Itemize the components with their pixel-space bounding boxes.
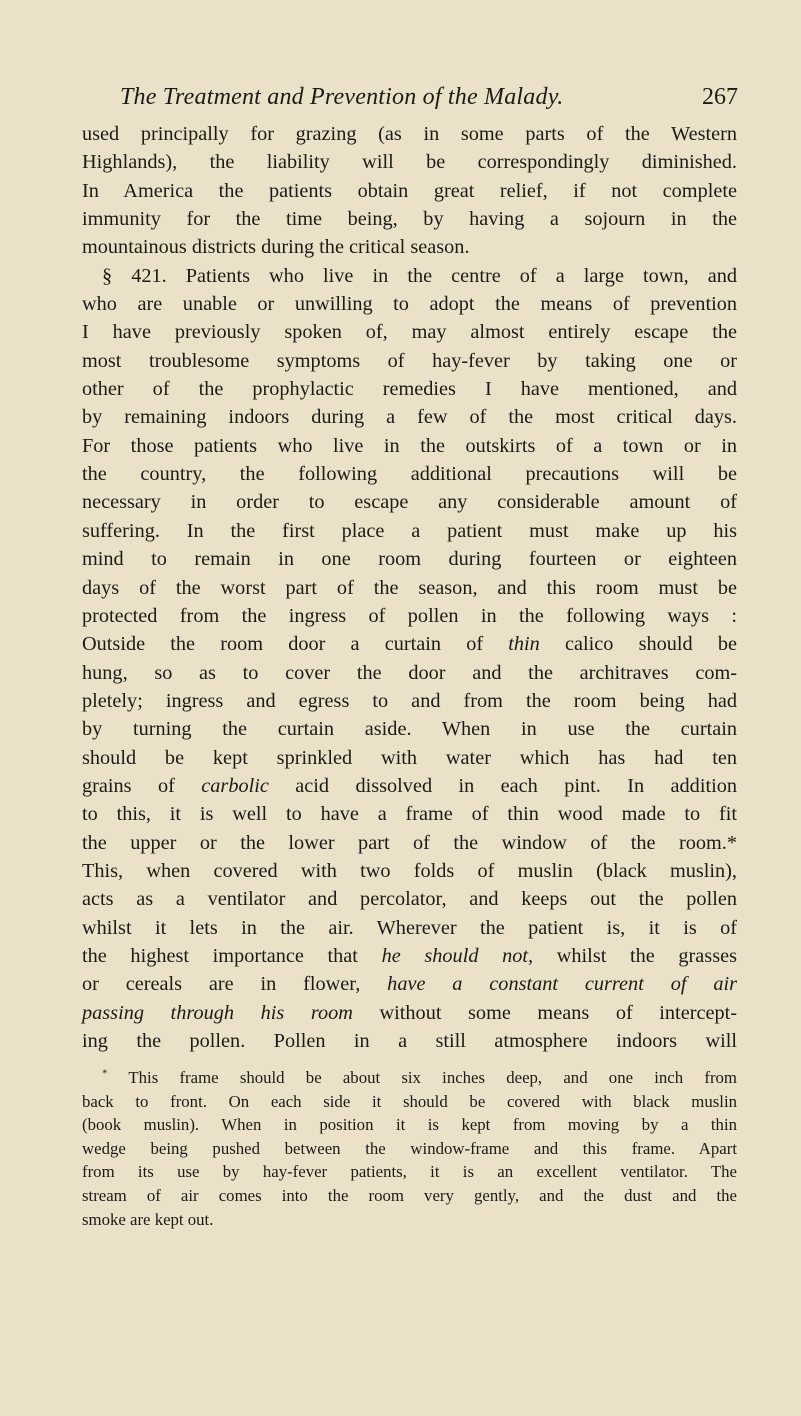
text-run: the highest importance that [82,944,382,967]
text-line [82,942,737,970]
text-line: the country, the following additional precautions will be [82,463,737,486]
text-line: to this, it is well to have a frame of thin wood made to fit [82,803,737,826]
text-line: immunity for the time being, by having a sojourn in the [82,208,737,231]
footnote-line: back to front. On each side it should be covered with black muslin [82,1091,737,1111]
text-line: acts as a ventilator and percolator, and keeps out the pollen [82,888,737,911]
text-line [82,970,737,998]
text-line: necessary in order to escape any considerable amount of [82,491,737,514]
text-line: most troublesome symptoms of hay-fever by taking one or [82,349,737,372]
text-line: used principally for grazing (as in some parts of the Western [82,123,737,145]
text-run: Outside the room door a curtain of [82,633,509,656]
text-run: whilst the grasses [533,944,737,967]
page-header [120,84,738,114]
text-line: protected from the ingress of pollen in the following ways : [82,604,737,627]
running-title: The Treatment and Prevention of the Malady. [120,84,564,110]
footnote-line: smoke are kept out. [82,1209,214,1229]
text-line: should be kept sprinkled with water which has had ten [82,746,737,769]
text-run: or cereals are in flower, [82,973,388,996]
text-line: hung, so as to cover the door and the architraves com- [82,661,737,684]
footnote-line: (book muslin). When in position it is kept from moving by a thin [82,1115,737,1135]
footnote-marker: * [102,1067,108,1080]
text-run: acid dissolved in each pint. In addition [268,774,738,797]
text-line: by remaining indoors during a few of the most critical days. [82,406,737,429]
text-line: Highlands), the liability will be correspondingly diminished. [82,151,737,174]
footnote-line: wedge being pushed between the window-frame and this frame. Apart [82,1138,737,1158]
text-line [82,630,737,658]
italic-run: have a constant current of air [387,973,737,996]
text-line [82,772,737,800]
text-line: other of the prophylactic remedies I have mentioned, and [82,378,737,401]
text-line: § 421. Patients who live in the centre of a large town, and [102,264,737,287]
italic-run: thin [508,633,540,656]
text-line: days of the worst part of the season, and this room must be [82,576,737,599]
text-line: I have previously spoken of, may almost entirely escape the [82,321,737,344]
body-text [82,120,737,1055]
text-line: by turning the curtain aside. When in use the curtain [82,718,737,741]
text-line: This, when covered with two folds of muslin (black muslin), [82,859,737,882]
italic-run: passing through his room [82,1001,353,1024]
text-run: without some means of intercept- [352,1001,737,1024]
footnote [82,1066,737,1231]
text-line: pletely; ingress and egress to and from the room being had [82,689,737,712]
footnote-line: from its use by hay-fever patients, it is an excellent ventilator. The [82,1162,737,1182]
footnote-line [82,1066,737,1090]
text-line: whilst it lets in the air. Wherever the patient is, it is of [82,916,737,939]
text-run: This frame should be about six inches deep, and one inch from [107,1068,737,1087]
text-line [82,999,737,1027]
italic-run: he should not, [381,944,534,967]
text-line: who are unable or unwilling to adopt the means of prevention [82,293,737,316]
italic-run: carbolic [201,774,269,797]
text-run: grains of [82,774,202,797]
footnote-line: stream of air comes into the room very gently, and the dust and the [82,1185,737,1205]
page-number: 267 [702,84,738,110]
text-line: the upper or the lower part of the window of the room.* [82,831,737,854]
text-run: calico should be [539,633,737,656]
text-line: mountainous districts during the critical season. [82,236,470,259]
text-line: mind to remain in one room during fourteen or eighteen [82,548,737,571]
text-line: For those patients who live in the outskirts of a town or in [82,434,737,457]
text-line: In America the patients obtain great relief, if not complete [82,179,737,202]
text-line: suffering. In the first place a patient must make up his [82,519,737,542]
text-line: ing the pollen. Pollen in a still atmosphere indoors will [82,1030,737,1052]
